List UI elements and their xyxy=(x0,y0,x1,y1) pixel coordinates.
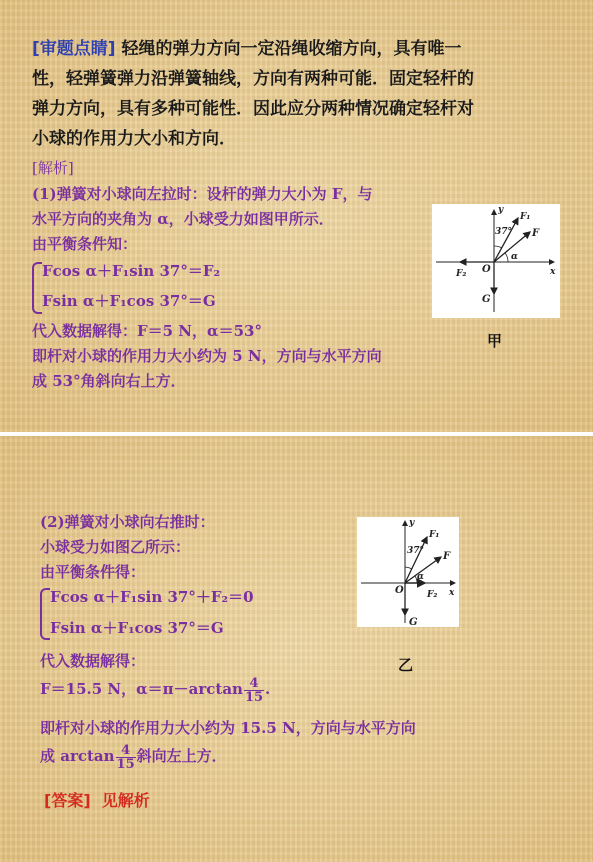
frac-numerator: 4 xyxy=(244,677,264,691)
slide-bottom xyxy=(0,436,593,862)
frac-denominator-b: 15 xyxy=(116,756,135,772)
case1-line-2: 水平方向的夹角为 α，小球受力如图甲所示． xyxy=(32,210,334,228)
result-line-2: 即杆对小球的作用力大小约为 5 N，方向与水平方向 xyxy=(32,347,382,365)
result-line-1: 代入数据解得：F＝5 N，α＝53° xyxy=(32,322,262,340)
jiexi-label: [解析] xyxy=(32,159,74,177)
equation2-1: Fcos α＋F₁sin 37°＋F₂＝0 xyxy=(50,588,254,606)
label-f2: F₂ xyxy=(456,269,467,279)
frac-denominator: 15 xyxy=(244,689,264,705)
result2-suffix: . xyxy=(265,680,271,698)
equation-brace-2 xyxy=(40,588,50,640)
conclusion2-suffix: 斜向左上方． xyxy=(136,747,227,765)
conclusion2-prefix: 成 arctan xyxy=(40,747,115,765)
case2-line-2: 小球受力如图乙所示： xyxy=(40,538,191,556)
para-line-3: 小球的作用力大小和方向． xyxy=(32,129,236,149)
answer-text: 见解析 xyxy=(101,791,150,810)
case1-line-3: 由平衡条件知： xyxy=(32,235,138,253)
figure-caption-jia: 甲 xyxy=(487,332,503,350)
label-y: y xyxy=(498,205,504,215)
label-37: 37° xyxy=(495,227,513,237)
para-line-2: 弹力方向，具有多种可能性．因此应分两种情况确定轻杆对 xyxy=(32,99,474,119)
label-o: O xyxy=(482,264,491,275)
result-line-3: 成 53°角斜向右上方． xyxy=(32,372,186,390)
equation2-2: Fsin α＋F₁cos 37°＝G xyxy=(50,619,224,637)
label-37-2: 37° xyxy=(407,546,425,556)
heading-line xyxy=(32,34,461,59)
heading-text: 轻绳的弹力方向一定沿绳收缩方向，具有唯一 xyxy=(115,39,462,59)
equation-brace xyxy=(32,262,42,314)
case2-line-3: 由平衡条件得： xyxy=(40,563,146,581)
label-x: x xyxy=(550,267,556,277)
label-f1-2: F₁ xyxy=(429,530,440,540)
label-alpha: α xyxy=(511,252,518,262)
label-g: G xyxy=(482,294,491,305)
label-f1: F₁ xyxy=(520,212,531,222)
label-x-2: x xyxy=(449,588,455,598)
frac-numerator-b: 4 xyxy=(116,744,136,758)
label-alpha-2: α xyxy=(417,572,424,582)
heading-tag: [审题点睛] xyxy=(32,39,116,59)
equation-2: Fsin α＋F₁cos 37°＝G xyxy=(42,292,216,310)
equation-1: Fcos α＋F₁sin 37°＝F₂ xyxy=(42,262,221,280)
label-y-2: y xyxy=(409,518,415,528)
force-diagram-jia xyxy=(432,204,560,318)
label-f-2: F xyxy=(443,551,451,562)
result2-prefix: F＝15.5 N，α＝π－arctan xyxy=(40,680,243,698)
label-f: F xyxy=(532,228,540,239)
figure-caption-yi: 乙 xyxy=(398,656,414,674)
force-diagram-yi xyxy=(357,517,459,627)
label-f2-2: F₂ xyxy=(427,590,438,600)
answer-tag: [答案] xyxy=(44,791,91,810)
para-line-1: 性，轻弹簧弹力沿弹簧轴线，方向有两种可能．固定轻杆的 xyxy=(32,69,474,89)
case1-line-1: (1)弹簧对小球向左拉时：设杆的弹力大小为 F，与 xyxy=(32,185,373,203)
label-g-2: G xyxy=(409,617,418,627)
fraction-4-15-b xyxy=(116,744,136,771)
result2-line xyxy=(40,674,270,704)
label-o-2: O xyxy=(395,585,404,596)
fraction-4-15 xyxy=(244,677,264,704)
conclusion-line-2 xyxy=(40,741,227,771)
answer-line xyxy=(44,788,150,811)
case2-line-1: (2)弹簧对小球向右推时： xyxy=(40,513,215,531)
solve-label: 代入数据解得： xyxy=(40,652,146,670)
conclusion-line-1: 即杆对小球的作用力大小约为 15.5 N，方向与水平方向 xyxy=(40,719,416,737)
